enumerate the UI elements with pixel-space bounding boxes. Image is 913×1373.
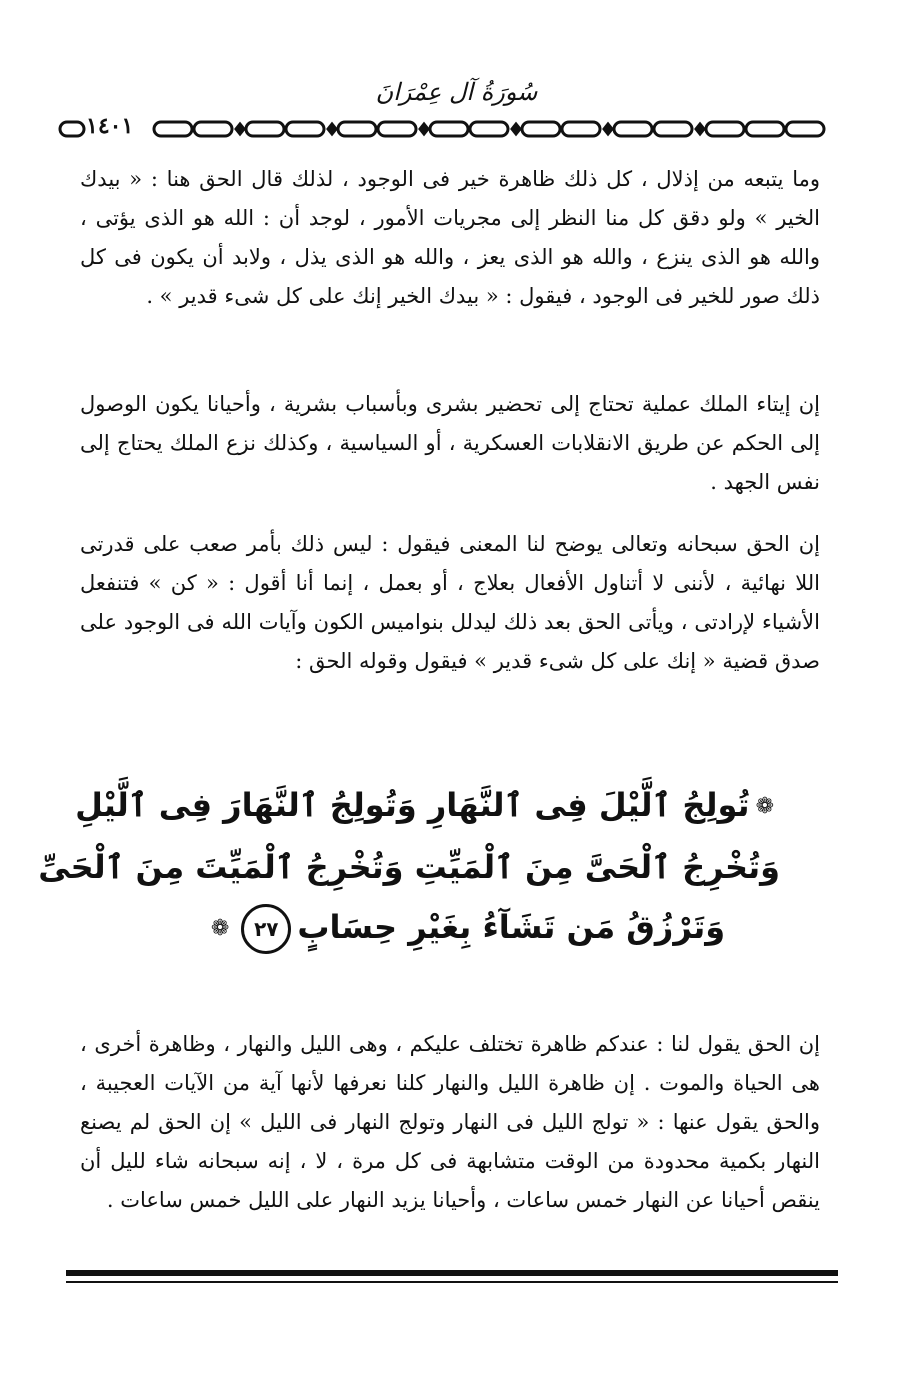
verse-line-3-text: وَتَرْزُقُ مَن تَشَآءُ بِغَيْرِ حِسَابٍ — [297, 908, 726, 946]
verse-line-2: وَتُخْرِجُ ٱلْحَىَّ مِنَ ٱلْمَيِّتِ وَتُخْرِجُ ٱلْمَيِّتَ مِنَ ٱلْحَىِّ — [38, 848, 780, 886]
ornament-link — [286, 122, 324, 136]
verse-line-1-text: تُولِجُ ٱلَّيْلَ فِى ٱلنَّهَارِ وَتُولِجُ ٱلنَّهَارَ فِى ٱلَّيْلِ — [75, 786, 750, 824]
page-number: ١٤٠١ — [86, 113, 134, 139]
verse-line-1 — [75, 775, 780, 837]
ornament-link — [338, 122, 376, 136]
ornament-diamond — [696, 124, 704, 134]
ornament-diamond — [420, 124, 428, 134]
ornament-link — [470, 122, 508, 136]
ornament-link — [246, 122, 284, 136]
ornament-link — [654, 122, 692, 136]
ornament-left-icon — [58, 118, 86, 140]
verse-open-ornament-icon: ❁ — [755, 794, 774, 819]
footer-rule-thick — [66, 1270, 838, 1276]
paragraph-1: وما يتبعه من إذلال ، كل ذلك ظاهرة خير فى الوجود ، لذلك قال الحق هنا : « بيدك الخير » ولو دقق كل منا النظر إلى مجريات الأمور ، لوجد أن : الله هو الذى يؤتى ، والله هو الذى ينزع ، والله هو الذى يعز ، والله هو الذى يذل ، ولابد أن يكون فى كل ذلك صور للخير فى الوجود ، فيقول : « بيدك الخير إنك على كل شىء قدير » . — [80, 167, 820, 308]
footer-rule-thin — [66, 1281, 838, 1283]
paragraph-4: إن الحق يقول لنا : عندكم ظاهرة تختلف عليكم ، وهى الليل والنهار ، وظاهرة أخرى ، هى الحياة والموت . إن ظاهرة الليل والنهار كلنا نعرفها لأنها آية من الآيات العجيبة ، والحق يقول عنها : « تولج الليل فى النهار وتولج النهار فى الليل » إن الحق لم يصنع النهار بكمية محدودة من الوقت متشابهة فى كل مرة ، لا ، إنه سبحانه شاء لليل أن ينقص أحيانا عن النهار خمس ساعات ، وأحيانا يزيد النهار على الليل خمس ساعات . — [80, 1032, 820, 1212]
surah-title: سُورَةُ آل عِمْرَانَ — [375, 78, 538, 106]
ornament-link — [706, 122, 744, 136]
ornament-link — [194, 122, 232, 136]
ornament-link — [614, 122, 652, 136]
ornament-link — [430, 122, 468, 136]
quran-verse — [38, 775, 780, 959]
ayah-number-badge: ٢٧ — [241, 904, 291, 954]
header-ornament-border-icon — [152, 118, 832, 140]
ornament-diamond — [512, 124, 520, 134]
ornament-link — [378, 122, 416, 136]
ornament-diamond — [236, 124, 244, 134]
ornament-link — [154, 122, 192, 136]
ornament-diamond — [328, 124, 336, 134]
verse-line-3 — [150, 897, 780, 959]
verse-close-ornament-icon: ❁ — [210, 916, 230, 941]
paragraph-3: إن الحق سبحانه وتعالى يوضح لنا المعنى فيقول : ليس ذلك بأمر صعب على قدرتى اللا نهائية ، لأننى لا أتناول الأفعال بعلاج ، أو بعمل ، إنما أنا أقول : « كن » فتنفعل الأشياء لإرادتى ، ويأتى الحق بعد ذلك ليدلل بنواميس الكون وآيات الله فى الوجود على صدق قضية « إنك على كل شىء قدير » فيقول وقوله الحق : — [80, 532, 820, 673]
ornament-link — [786, 122, 824, 136]
paragraph-2: إن إيتاء الملك عملية تحتاج إلى تحضير بشرى وبأسباب بشرية ، وأحيانا يكون الوصول إلى الحكم عن طريق الانقلابات العسكرية ، أو السياسية ، وكذلك نزع الملك يحتاج إلى نفس الجهد . — [80, 392, 820, 494]
ornament-link — [562, 122, 600, 136]
ornament-link — [522, 122, 560, 136]
ornament-link — [746, 122, 784, 136]
ornament-diamond — [604, 124, 612, 134]
